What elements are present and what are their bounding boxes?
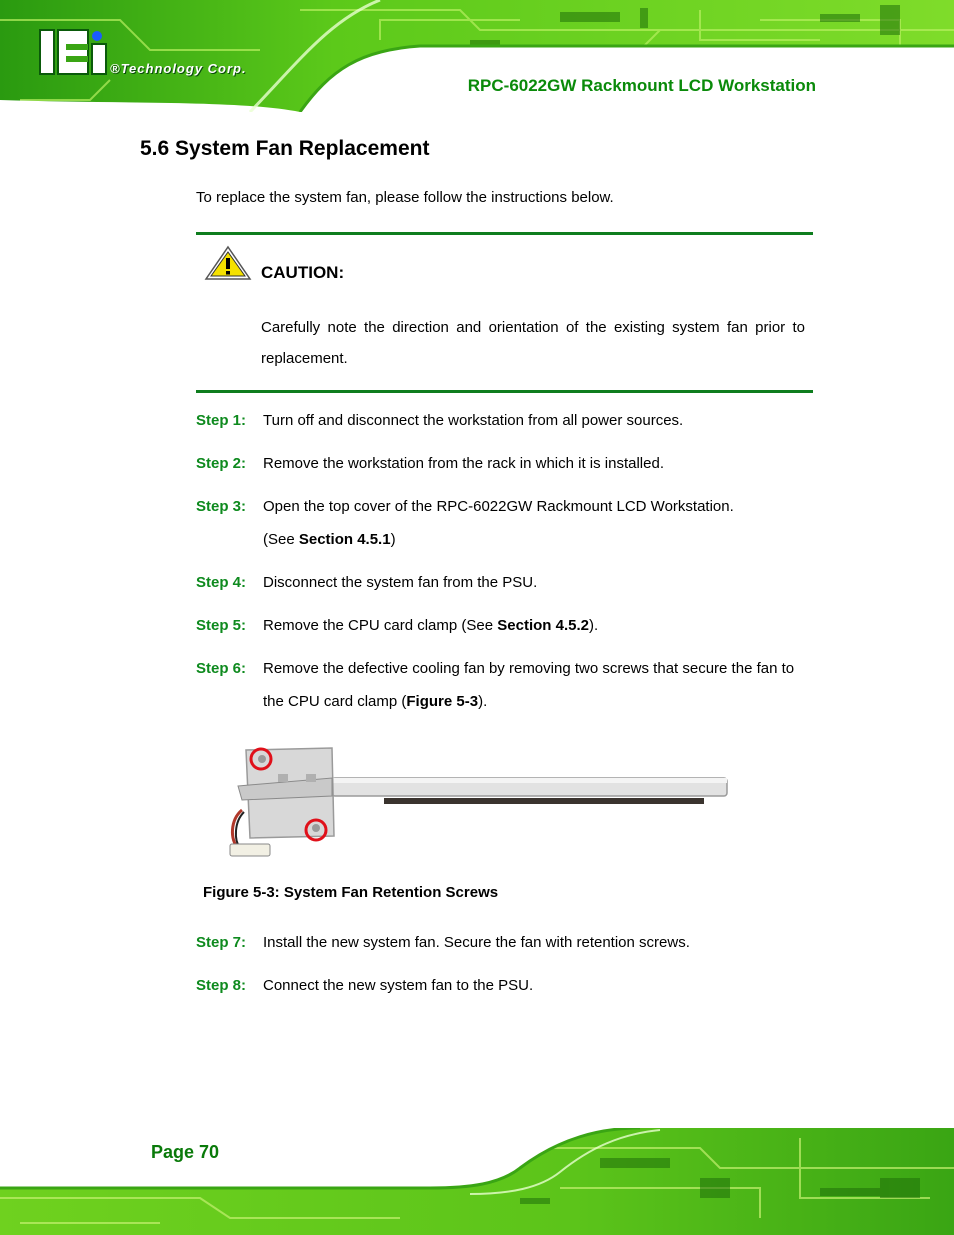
section-heading: 5.6 System Fan Replacement — [140, 137, 430, 160]
document-title: RPC-6022GW Rackmount LCD Workstation — [467, 76, 816, 95]
caution-text: Carefully note the direction and orientation of the existing system fan prior to replacement. — [261, 319, 805, 367]
figure-caption: Figure 5-3: System Fan Retention Screws — [203, 884, 499, 901]
step-text-post: ) — [390, 531, 396, 548]
logo-tagline: ®Technology Corp. — [110, 61, 247, 76]
step-label: Step 4: — [196, 574, 247, 591]
pcb-footer-background — [0, 1128, 954, 1235]
section-ref: Section 4.5.2 — [497, 617, 589, 634]
caution-bottom-rule — [196, 390, 813, 393]
step-label: Step 2: — [196, 455, 247, 472]
page-number: Page 70 — [151, 1142, 220, 1162]
caution-title: CAUTION: — [261, 263, 345, 282]
step-text: Turn off and disconnect the workstation from all power sources. — [263, 412, 684, 429]
caution-top-rule — [196, 232, 813, 235]
step-label: Step 3: — [196, 498, 247, 515]
iei-logo — [40, 30, 106, 74]
step-text: Remove the workstation from the rack in which it is installed. — [263, 455, 664, 472]
step-label: Step 6: — [196, 660, 247, 677]
step-text: Install the new system fan. Secure the fan with retention screws. — [263, 934, 690, 951]
step-text: Disconnect the system fan from the PSU. — [263, 574, 538, 591]
step-text: Connect the new system fan to the PSU. — [263, 977, 534, 994]
step-text — [263, 609, 823, 642]
step-text-pre: Remove the defective cooling fan by removing two screws that secure the fan to the CPU card clamp ( — [263, 660, 795, 710]
intro-text: To replace the system fan, please follow the instructions below. — [196, 189, 614, 206]
step-text-pre: Remove the CPU card clamp (See — [263, 617, 498, 634]
step-text-post: ). — [588, 617, 599, 634]
step-text-pre: (See — [263, 531, 299, 548]
section-ref: Section 4.5.1 — [298, 531, 391, 548]
step-label: Step 5: — [196, 617, 247, 634]
step-text — [263, 652, 818, 718]
fan-figure — [222, 740, 732, 870]
footer-banner — [0, 1128, 954, 1235]
step-text-post: ). — [478, 693, 488, 710]
header-banner — [0, 0, 954, 112]
step-label: Step 7: — [196, 934, 247, 951]
figure-ref: Figure 5-3 — [406, 693, 479, 710]
step-label: Step 8: — [196, 977, 247, 994]
step-label: Step 1: — [196, 412, 247, 429]
step-text-line1: Open the top cover of the RPC-6022GW Rackmount LCD Workstation. — [263, 498, 734, 515]
step-text — [263, 490, 823, 556]
warning-triangle-icon — [204, 245, 252, 286]
